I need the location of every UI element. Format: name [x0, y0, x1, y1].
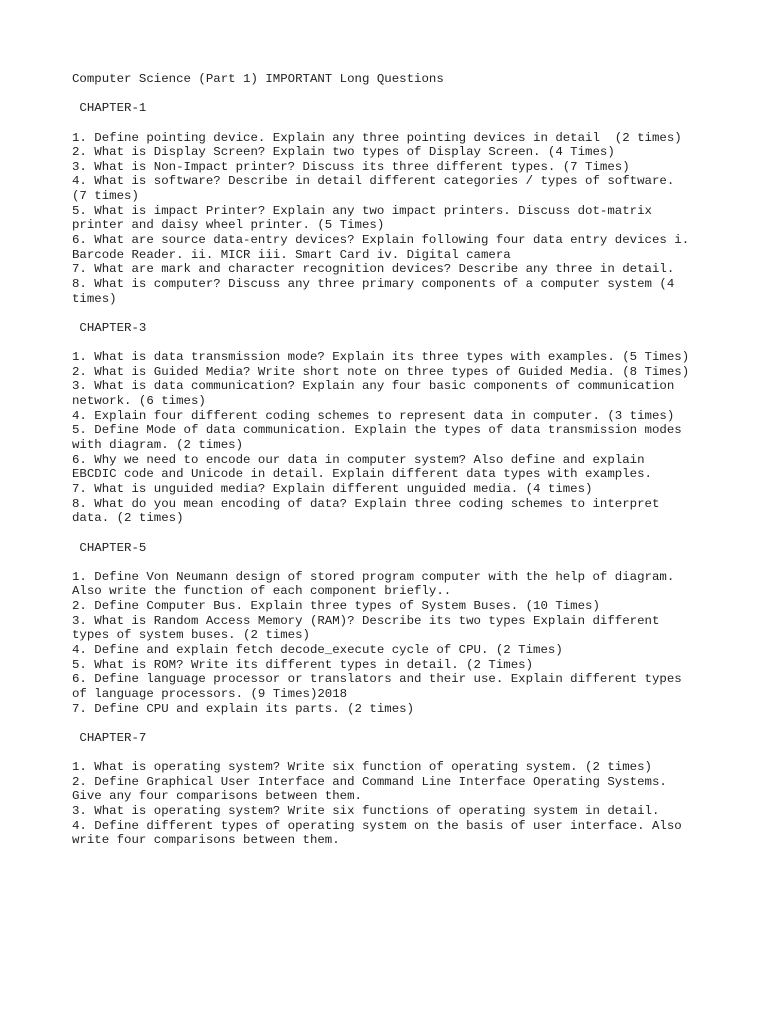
document-body: [72, 72, 702, 863]
question-line: 7. What is unguided media? Explain different unguided media. (4 times): [72, 481, 593, 496]
question-line: 5. What is impact Printer? Explain any two impact printers. Discuss dot-matrix: [72, 203, 652, 218]
question-line: 2. Define Graphical User Interface and Command Line Interface Operating Systems.: [72, 774, 667, 789]
question-line: of language processors. (9 Times)2018: [72, 686, 348, 701]
chapter-heading: CHAPTER-7: [72, 730, 147, 745]
question-line: 7. Define CPU and explain its parts. (2 times): [72, 701, 415, 716]
chapter-heading: CHAPTER-3: [72, 320, 147, 335]
question-line: 6. Define language processor or translators and their use. Explain different types: [72, 672, 682, 687]
question-list: [72, 350, 702, 526]
question-line: 3. What is Random Access Memory (RAM)? Describe its two types Explain different: [72, 613, 660, 628]
question-line: 6. What are source data-entry devices? Explain following four data entry devices i.: [72, 233, 690, 248]
question-line: Barcode Reader. ii. MICR iii. Smart Card iv. Digital camera: [72, 247, 511, 262]
question-line: (7 times): [72, 189, 139, 204]
question-line: 1. What is operating system? Write six function of operating system. (2 times): [72, 760, 652, 775]
question-line: 1. Define Von Neumann design of stored program computer with the help of diagram.: [72, 569, 675, 584]
question-line: printer and daisy wheel printer. (5 Times): [72, 218, 385, 233]
question-line: 2. What is Display Screen? Explain two types of Display Screen. (4 Times): [72, 145, 615, 160]
chapter-1-section: [72, 101, 702, 306]
question-line: 4. Define and explain fetch decode_execute cycle of CPU. (2 Times): [72, 642, 563, 657]
question-line: 3. What is Non-Impact printer? Discuss its three different types. (7 Times): [72, 159, 630, 174]
question-line: 6. Why we need to encode our data in computer system? Also define and explain: [72, 452, 645, 467]
question-line: 2. Define Computer Bus. Explain three types of System Buses. (10 Times): [72, 599, 600, 614]
question-list: [72, 760, 702, 848]
question-line: write four comparisons between them.: [72, 833, 340, 848]
chapter-3-section: [72, 321, 702, 526]
question-line: 4. Define different types of operating system on the basis of user interface. Also: [72, 818, 682, 833]
question-line: types of system buses. (2 times): [72, 628, 310, 643]
question-line: 5. What is ROM? Write its different types in detail. (2 Times): [72, 657, 534, 672]
question-line: 4. Explain four different coding schemes to represent data in computer. (3 times): [72, 408, 675, 423]
question-line: 4. What is software? Describe in detail different categories / types of software.: [72, 174, 675, 189]
question-line: 1. What is data transmission mode? Explain its three types with examples. (5 Times): [72, 350, 690, 365]
question-line: Give any four comparisons between them.: [72, 789, 362, 804]
chapter-heading: CHAPTER-5: [72, 540, 147, 555]
question-line: data. (2 times): [72, 511, 184, 526]
question-line: Also write the function of each component briefly..: [72, 584, 452, 599]
chapter-5-section: [72, 541, 702, 717]
question-line: 7. What are mark and character recognition devices? Describe any three in detail.: [72, 262, 675, 277]
question-line: 3. What is data communication? Explain any four basic components of communication: [72, 379, 675, 394]
question-line: 2. What is Guided Media? Write short note on three types of Guided Media. (8 Times): [72, 364, 690, 379]
question-line: times): [72, 291, 117, 306]
question-line: network. (6 times): [72, 394, 206, 409]
question-list: [72, 131, 702, 307]
question-list: [72, 570, 702, 716]
chapter-heading: CHAPTER-1: [72, 101, 147, 116]
question-line: 3. What is operating system? Write six functions of operating system in detail.: [72, 804, 660, 819]
question-line: EBCDIC code and Unicode in detail. Explain different data types with examples.: [72, 467, 652, 482]
question-line: with diagram. (2 times): [72, 438, 244, 453]
question-line: 8. What do you mean encoding of data? Explain three coding schemes to interpret: [72, 496, 660, 511]
chapter-7-section: [72, 731, 702, 848]
question-line: 5. Define Mode of data communication. Explain the types of data transmission modes: [72, 423, 682, 438]
question-line: 8. What is computer? Discuss any three primary components of a computer system (4: [72, 276, 675, 291]
document-title: Computer Science (Part 1) IMPORTANT Long Questions: [72, 72, 444, 86]
question-line: 1. Define pointing device. Explain any three pointing devices in detail (2 times): [72, 130, 682, 145]
